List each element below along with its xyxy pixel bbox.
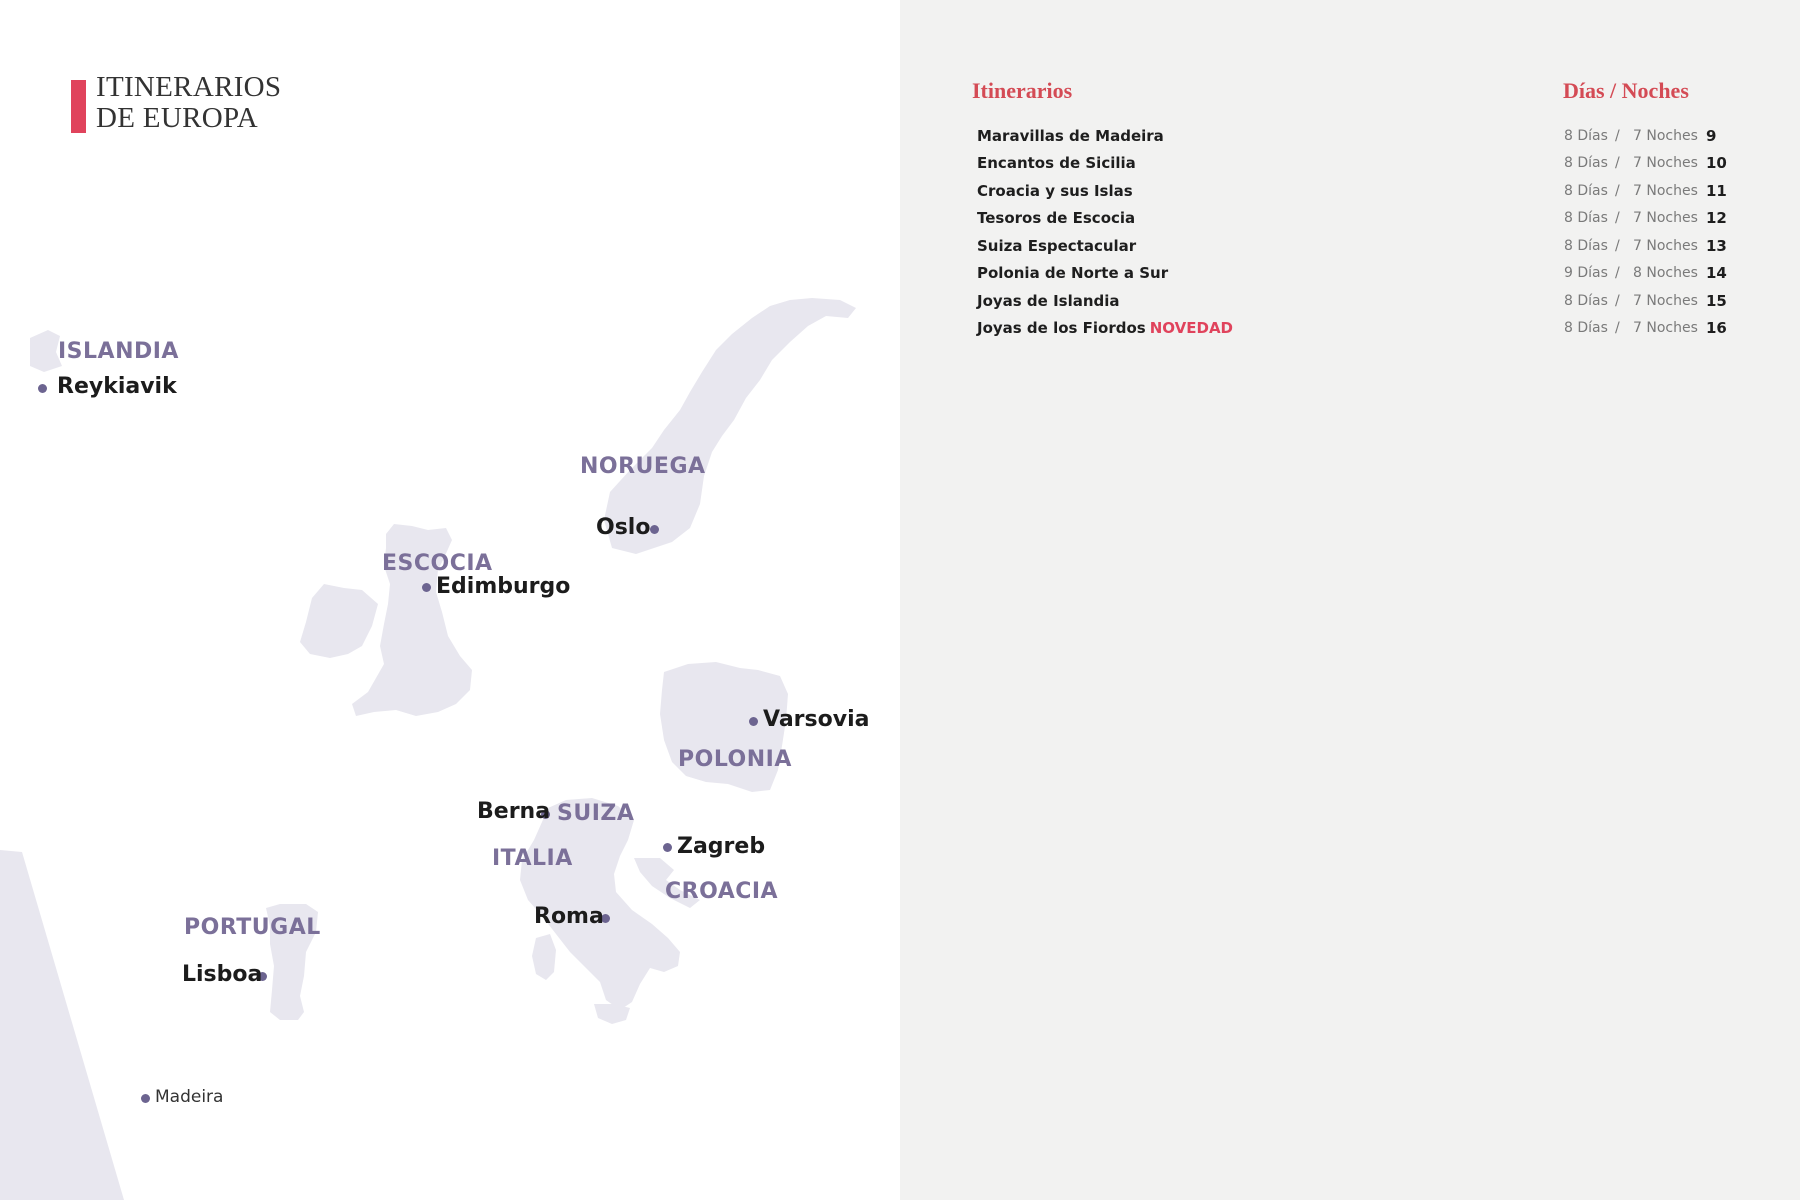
- city-label-oslo: Oslo: [596, 515, 651, 540]
- city-label-zagreb: Zagreb: [677, 834, 766, 859]
- itinerary-days: 8 Días: [1564, 238, 1608, 254]
- city-label-lisboa: Lisboa: [182, 962, 263, 987]
- coast-strip-shape: [0, 850, 124, 1200]
- itinerary-name: Encantos de Sicilia: [977, 154, 1136, 172]
- itinerary-page-number: 10: [1706, 154, 1727, 172]
- header-dias-noches: Días / Noches: [1563, 78, 1689, 103]
- itinerary-days: 9 Días: [1564, 265, 1608, 281]
- city-marker-reykiavik: [38, 384, 47, 393]
- city-marker-oslo: [650, 525, 659, 534]
- days-nights-separator: /: [1615, 128, 1620, 144]
- itinerary-row[interactable]: [977, 182, 1727, 209]
- itinerary-nights: 8 Noches: [1633, 265, 1698, 281]
- sardinia-shape: [532, 934, 556, 980]
- itinerary-page-number: 12: [1706, 209, 1727, 227]
- itinerary-name: Suiza Espectacular: [977, 237, 1137, 255]
- itinerary-page-number: 9: [1706, 127, 1717, 145]
- itinerary-nights: 7 Noches: [1633, 183, 1698, 199]
- city-marker-varsovia: [749, 717, 758, 726]
- itinerary-name-text: Joyas de los Fiordos: [977, 319, 1146, 337]
- days-nights-separator: /: [1615, 210, 1620, 226]
- itinerary-nights: 7 Noches: [1633, 210, 1698, 226]
- city-label-reykiavik: Reykiavik: [57, 374, 177, 399]
- itinerary-days: 8 Días: [1564, 128, 1608, 144]
- itinerary-name: Joyas de Islandia: [977, 292, 1120, 310]
- country-label-italia: ITALIA: [492, 846, 573, 871]
- itinerary-row[interactable]: [977, 127, 1727, 154]
- itinerary-days: 8 Días: [1564, 293, 1608, 309]
- city-label-roma: Roma: [534, 904, 604, 929]
- itinerary-row[interactable]: [977, 264, 1727, 291]
- city-marker-zagreb: [663, 843, 672, 852]
- itinerary-nights: 7 Noches: [1633, 320, 1698, 336]
- country-label-polonia: POLONIA: [678, 747, 792, 772]
- header-itinerarios: Itinerarios: [972, 78, 1073, 103]
- sicily-shape: [594, 1004, 630, 1024]
- novelty-badge: NOVEDAD: [1149, 319, 1234, 337]
- city-label-berna: Berna: [477, 799, 551, 824]
- country-label-portugal: PORTUGAL: [184, 915, 321, 940]
- city-marker-madeira: [141, 1094, 150, 1103]
- itinerary-nights: 7 Noches: [1633, 155, 1698, 171]
- itinerary-name: Croacia y sus Islas: [977, 182, 1133, 200]
- itinerary-days: 8 Días: [1564, 210, 1608, 226]
- itinerary-name: Maravillas de Madeira: [977, 127, 1164, 145]
- itinerary-nights: 7 Noches: [1633, 128, 1698, 144]
- itinerary-row[interactable]: [977, 237, 1727, 264]
- itinerary-page-number: 15: [1706, 292, 1727, 310]
- title-line-1: ITINERARIOS: [96, 71, 282, 103]
- itinerary-name: Polonia de Norte a Sur: [977, 264, 1169, 282]
- itinerary-days: 8 Días: [1564, 183, 1608, 199]
- itinerary-days: 8 Días: [1564, 155, 1608, 171]
- itinerary-page-number: 11: [1706, 182, 1727, 200]
- days-nights-separator: /: [1615, 265, 1620, 281]
- itinerary-nights: 7 Noches: [1633, 238, 1698, 254]
- days-nights-separator: /: [1615, 293, 1620, 309]
- itinerary-row[interactable]: [977, 154, 1727, 181]
- itinerary-page-number: 14: [1706, 264, 1727, 282]
- itinerary-days: 8 Días: [1564, 320, 1608, 336]
- country-label-noruega: NORUEGA: [580, 454, 706, 479]
- itinerary-name: [977, 319, 1233, 337]
- days-nights-separator: /: [1615, 238, 1620, 254]
- country-label-suiza: SUIZA: [557, 801, 635, 826]
- itinerary-row[interactable]: [977, 209, 1727, 236]
- itinerary-nights: 7 Noches: [1633, 293, 1698, 309]
- itinerary-page-number: 13: [1706, 237, 1727, 255]
- itinerary-row[interactable]: [977, 292, 1727, 319]
- days-nights-separator: /: [1615, 320, 1620, 336]
- country-label-escocia: ESCOCIA: [382, 551, 493, 576]
- ireland-shape: [300, 584, 378, 658]
- days-nights-separator: /: [1615, 155, 1620, 171]
- itinerary-page-number: 16: [1706, 319, 1727, 337]
- itinerary-name: Tesoros de Escocia: [977, 209, 1136, 227]
- city-label-madeira: Madeira: [155, 1087, 224, 1107]
- country-label-croacia: CROACIA: [665, 879, 779, 904]
- itinerary-row[interactable]: [977, 319, 1727, 346]
- city-label-edimburgo: Edimburgo: [436, 574, 571, 599]
- days-nights-separator: /: [1615, 183, 1620, 199]
- city-marker-edimburgo: [422, 583, 431, 592]
- country-label-islandia: ISLANDIA: [58, 339, 179, 364]
- city-label-varsovia: Varsovia: [763, 707, 870, 732]
- title-line-2: DE EUROPA: [96, 102, 258, 134]
